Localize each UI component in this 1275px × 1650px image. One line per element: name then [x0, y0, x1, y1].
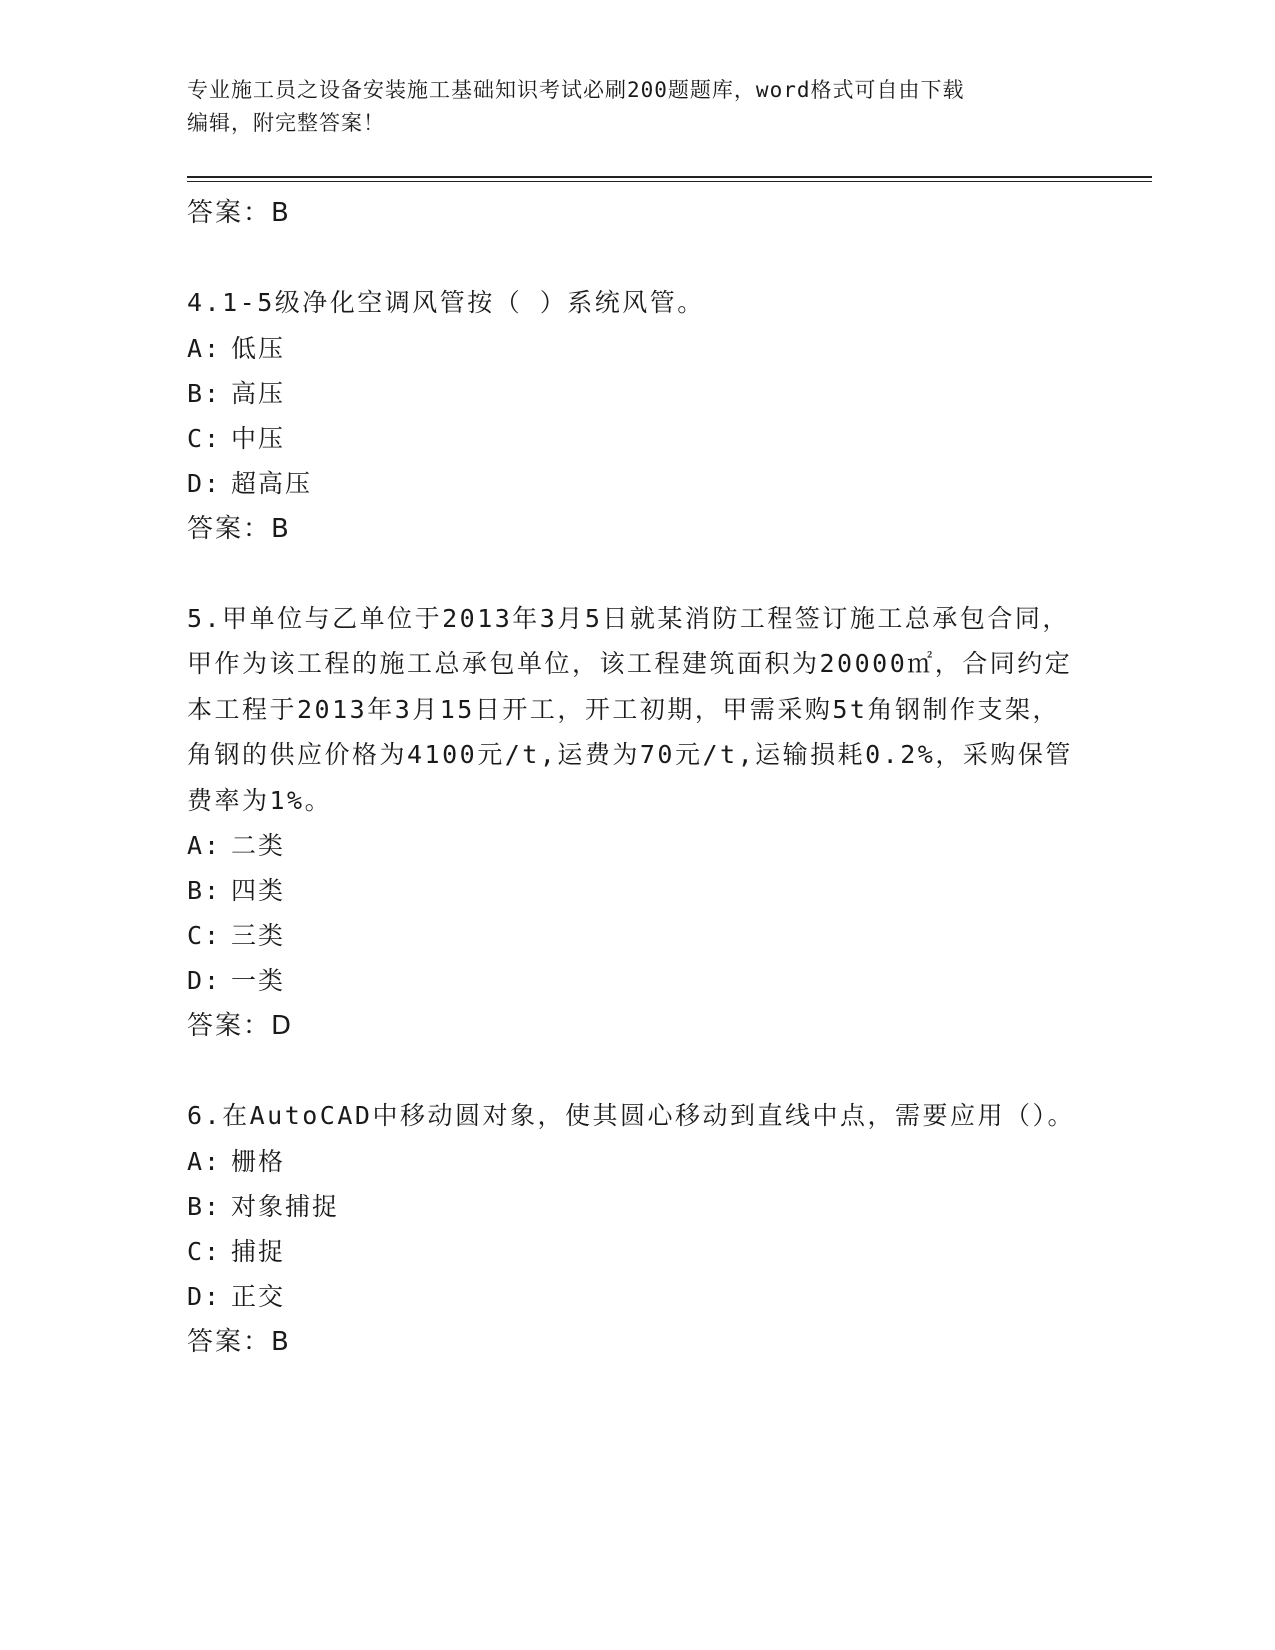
answer-value: B	[271, 1326, 291, 1357]
option-key: B:	[187, 876, 222, 905]
option-key: A:	[187, 1146, 222, 1176]
option-text: 高压	[231, 378, 286, 408]
option-text: 二类	[231, 831, 286, 860]
option-text: 栅格	[231, 1146, 286, 1176]
header-line-2: 编辑，附完整答案！	[187, 111, 385, 135]
option-text: 一类	[231, 966, 286, 995]
option-a	[187, 823, 1087, 868]
option-key: D:	[187, 1281, 222, 1311]
option-text: 对象捕捉	[231, 1191, 340, 1221]
option-key: D:	[187, 468, 222, 498]
option-key: A:	[187, 831, 222, 860]
option-a	[187, 326, 1087, 371]
option-text: 低压	[231, 333, 286, 363]
option-a	[187, 1139, 1087, 1184]
option-text: 中压	[231, 423, 286, 453]
answer-label: 答案：	[187, 198, 272, 228]
option-key: D:	[187, 966, 222, 995]
header-divider-thin	[187, 181, 1152, 182]
question-stem: 4.1-5级净化空调风管按（ ）系统风管。	[187, 288, 705, 317]
header-line-1: 专业施工员之设备安装施工基础知识考试必刷200题题库，word格式可自由下载	[187, 78, 965, 102]
answer-line	[187, 190, 1087, 236]
option-c	[187, 1229, 1087, 1274]
question-5	[187, 596, 1087, 1050]
answer-line	[187, 506, 1087, 552]
option-b	[187, 1184, 1087, 1229]
option-d	[187, 958, 1087, 1003]
option-c	[187, 913, 1087, 958]
header-divider-thick	[187, 176, 1152, 178]
option-b	[187, 371, 1087, 416]
option-text: 三类	[231, 921, 286, 950]
question-stem: 6.在AutoCAD中移动圆对象，使其圆心移动到直线中点，需要应用（）。	[187, 1101, 1075, 1130]
answer-label: 答案：	[187, 1011, 272, 1041]
option-b	[187, 868, 1087, 913]
answer-line	[187, 1319, 1087, 1365]
answer-value: B	[271, 513, 291, 544]
question-4	[187, 280, 1087, 552]
questions-content	[187, 190, 1087, 1365]
option-key: C:	[187, 423, 222, 453]
option-key: C:	[187, 921, 222, 950]
option-c	[187, 416, 1087, 461]
answer-label: 答案：	[187, 513, 272, 544]
answer-value: D	[271, 1011, 294, 1041]
option-key: C:	[187, 1236, 222, 1266]
question-stem: 5.甲单位与乙单位于2013年3月5日就某消防工程签订施工总承包合同，甲作为该工程的施工总承包单位，该工程建筑面积为20000㎡，合同约定本工程于2013年3月15日开工，开工初期，甲需采购5t角钢制作支架，角钢的供应价格为4100元/t,运费为70元/t,运输损耗0.2%，采购保管费率为1%。	[187, 603, 1073, 815]
option-text: 正交	[231, 1281, 286, 1311]
answer-label: 答案：	[187, 1326, 272, 1357]
option-key: B:	[187, 1191, 222, 1221]
option-text: 超高压	[231, 468, 313, 498]
option-text: 四类	[231, 876, 286, 905]
answer-line	[187, 1003, 1087, 1049]
answer-value: B	[271, 198, 291, 228]
option-d	[187, 1274, 1087, 1319]
option-text: 捕捉	[231, 1236, 286, 1266]
option-key: A:	[187, 333, 222, 363]
question-6	[187, 1093, 1087, 1365]
document-header	[187, 74, 1067, 140]
option-d	[187, 461, 1087, 506]
option-key: B:	[187, 378, 222, 408]
